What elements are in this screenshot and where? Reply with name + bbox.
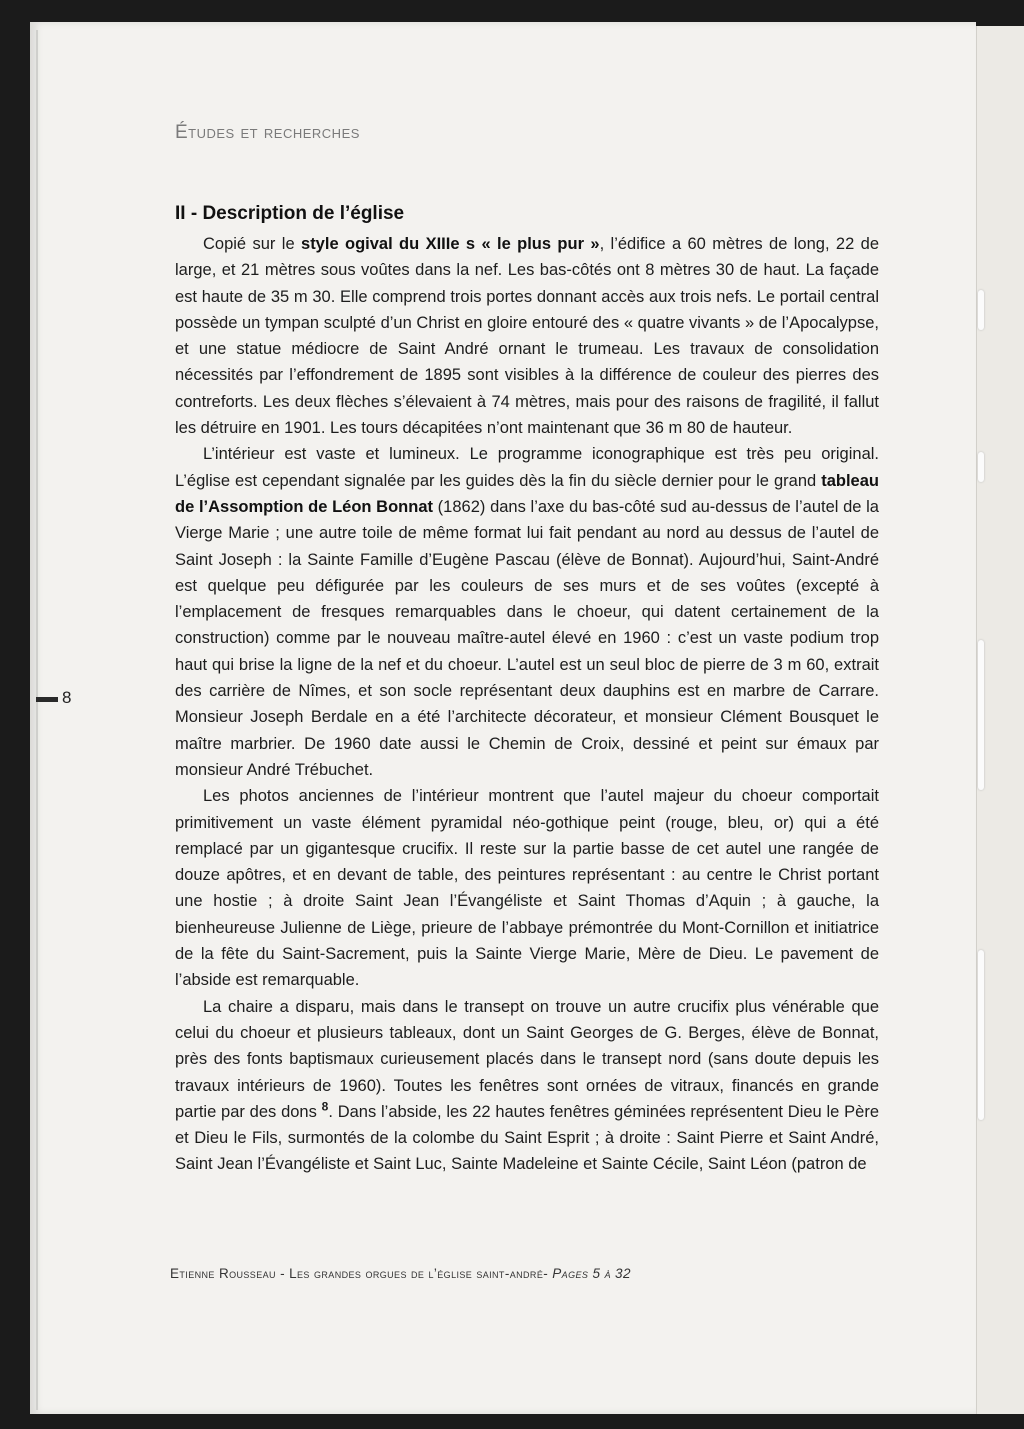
page-number: 8 [62, 688, 72, 707]
page-edge [36, 30, 38, 1410]
paragraph-4 [175, 994, 879, 1178]
article-body [175, 231, 879, 1178]
text-run: (1862) dans l’axe du bas-côté sud au-dessus de l’autel de la Vierge Marie ; une autre toile de même format lui fait pendant au nord au dessus de l’autel de Saint Joseph : la Sainte Famille d’Eugène Pascau (élève de Bonnat). Aujourd’hui, Saint-André est quelque peu défigurée par les couleurs de ses murs et de ses voûtes (excepté à l’emplacement de fresques remarquables dans le choeur, qui datent certainement de la construction) comme par le nouveau maître-autel élevé en 1960 : c’est un vaste podium trop haut qui brise la ligne de la nef et du choeur. L’autel est un seul bloc de pierre de 3 m 60, extrait des carrière de Nîmes, et son socle représentant deux dauphins est en marbre de Carrare. Monsieur Joseph Berdale en a été l’architecte décorateur, et monsieur Clément Bousquet le maître marbrier. De 1960 date aussi le Chemin de Croix, dessiné et peint sur émaux par monsieur André Trébuchet. [175, 497, 879, 779]
binding-thread [978, 950, 984, 1120]
section-title: II - Description de l’église [175, 203, 405, 224]
bold-phrase: tableau de l’Assomption de Léon Bonnat [175, 471, 879, 516]
running-head: Études et recherches [175, 122, 360, 143]
footer-dash: - [543, 1266, 553, 1281]
bold-phrase: style ogival du XIIIe s « le plus pur » [301, 235, 600, 253]
text-run: L’intérieur est vaste et lumineux. Le programme iconographique est très peu original. L’église est cependant signalée par les guides dès la fin du siècle dernier pour le grand [175, 445, 879, 490]
binding-thread [978, 290, 984, 330]
footer-author: Etienne Rousseau [170, 1266, 276, 1281]
footer-title: Les grandes orgues de l’église saint-andré [289, 1266, 544, 1281]
text-run: Copié sur le [203, 235, 302, 253]
footer-separator: - [275, 1266, 290, 1281]
text-run: La chaire a disparu, mais dans le transept on trouve un autre crucifix plus vénérable que celui du choeur et plusieurs tableaux, dont un Saint Georges de G. Berges, élève de Bonnat, près des fonts baptismaux curieusement placés dans le transept nord (sans doute depuis les travaux intérieurs de 1960). Toutes les fenêtres sont ornées de vitraux, financés en grande partie par des dons [175, 997, 879, 1121]
paragraph-3: Les photos anciennes de l’intérieur montrent que l’autel majeur du choeur comportait primitivement un vaste élément pyramidal néo-gothique peint (rouge, bleu, or) qui a été remplacé par un gigantesque crucifix. Il reste sur la partie basse de cet autel une rangée de douze apôtres, et en devant de table, des peintures représentant : au centre le Christ portant une hostie ; à droite Saint Jean l’Évangéliste et Saint Thomas d’Aquin ; à gauche, la bienheureuse Julienne de Liège, prieure de l’abbaye prémontrée du Mont-Cornillon et initiatrice de la fête du Saint-Sacrement, puis la Sainte Vierge Marie, Mère de Dieu. Le pavement de l’abside est remarquable. [175, 787, 879, 990]
paragraph-2 [175, 441, 879, 783]
page-footer [170, 1266, 631, 1281]
footer-pages: Pages 5 à 32 [552, 1266, 631, 1281]
text-run: , l’édifice a 60 mètres de long, 22 de large, et 21 mètres sous voûtes dans la nef. Les bas-côtés ont 8 mètres 30 de haut. La façade est haute de 35 m 30. Elle comprend trois portes donnant accès aux trois nefs. Le portail central possède un tympan sculpté d’un Christ en gloire entouré des « quatre vivants » de l’Apocalypse, et une statue médiocre de Saint André ornant le trumeau. Les travaux de consolidation nécessités par l’effondrement de 1895 sont visibles à la différence de couleur des pierres des contreforts. Les deux flèches s’élevaient à 74 mètres, mais pour des raisons de fragilité, il fallut les détruire en 1901. Les tours décapitées n’ont maintenant que 36 m 80 de hauteur. [175, 235, 879, 438]
binding-thread [978, 452, 984, 482]
page-number-mark [36, 697, 58, 702]
text-run: . Dans l’abside, les 22 hautes fenêtres géminées représentent Dieu le Père et Dieu le Fils, surmontés de la colombe du Saint Esprit ; à droite : Saint Pierre et Saint André, Saint Jean l’Évangéliste et Saint Luc, Sainte Madeleine et Sainte Cécile, Saint Léon (patron de [175, 1102, 879, 1174]
footnote-marker: 8 [321, 1099, 329, 1114]
paragraph-1 [175, 231, 879, 441]
binding-thread [978, 640, 984, 790]
